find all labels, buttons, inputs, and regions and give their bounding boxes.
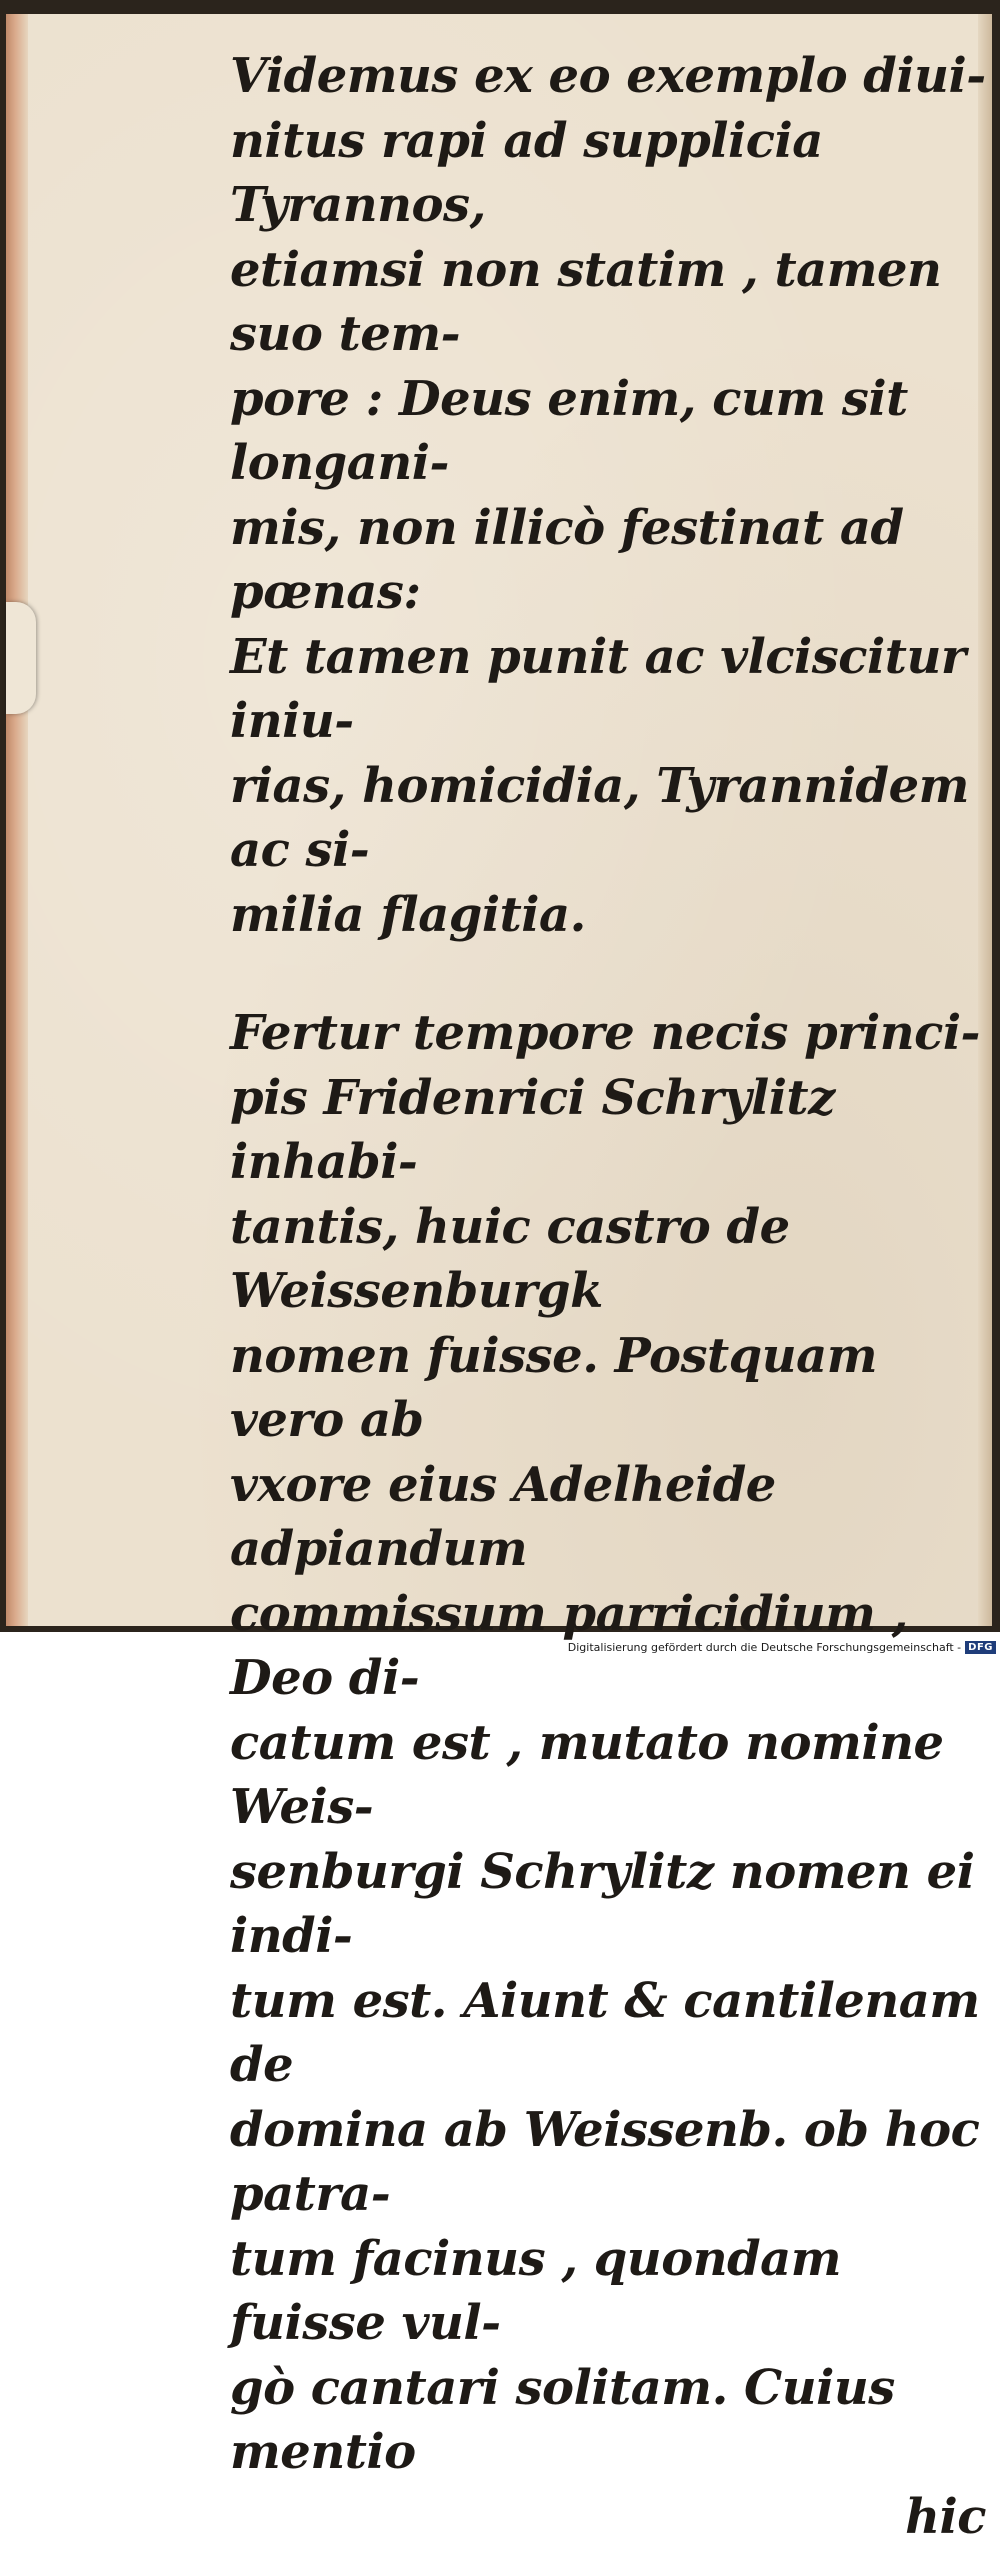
dfg-logo-icon: DFG [965,1641,996,1654]
page-text-block [230,44,986,2549]
credit-text: Digitalisierung gefördert durch die Deutsche Forschungsgemeinschaft - [568,1641,961,1654]
catchword: hic [230,2485,986,2549]
book-page [6,14,992,1626]
page-clip-tab [6,602,36,714]
paragraph-2: Fertur tempore necis princi- pis Fridenrici Schrylitz inhabi- tantis, huic castro de Weissenburgk nomen fuisse. Postquam vero ab vxore eius Adelheide adpiandum commissum parricidium , Deo di- catum est , mutato nomine Weis- senburgi Schrylitz nomen ei indi- tum est. Aiunt & cantilenam de domina ab Weissenb. ob hoc patra- tum facinus , quondam fuisse vul- gò cantari solitam. Cuius mentio [230,1001,986,2485]
digitization-credit [568,1641,996,1654]
page-left-edge [6,14,28,1626]
paragraph-1: Videmus ex eo exemplo diui- nitus rapi ad supplicia Tyrannos, etiamsi non statim , tamen suo tem- pore : Deus enim, cum sit longani- mis, non illicò festinat ad pœnas: Et tamen punit ac vlciscitur iniu- rias, homicidia, Tyrannidem ac si- milia flagitia. [230,44,986,947]
